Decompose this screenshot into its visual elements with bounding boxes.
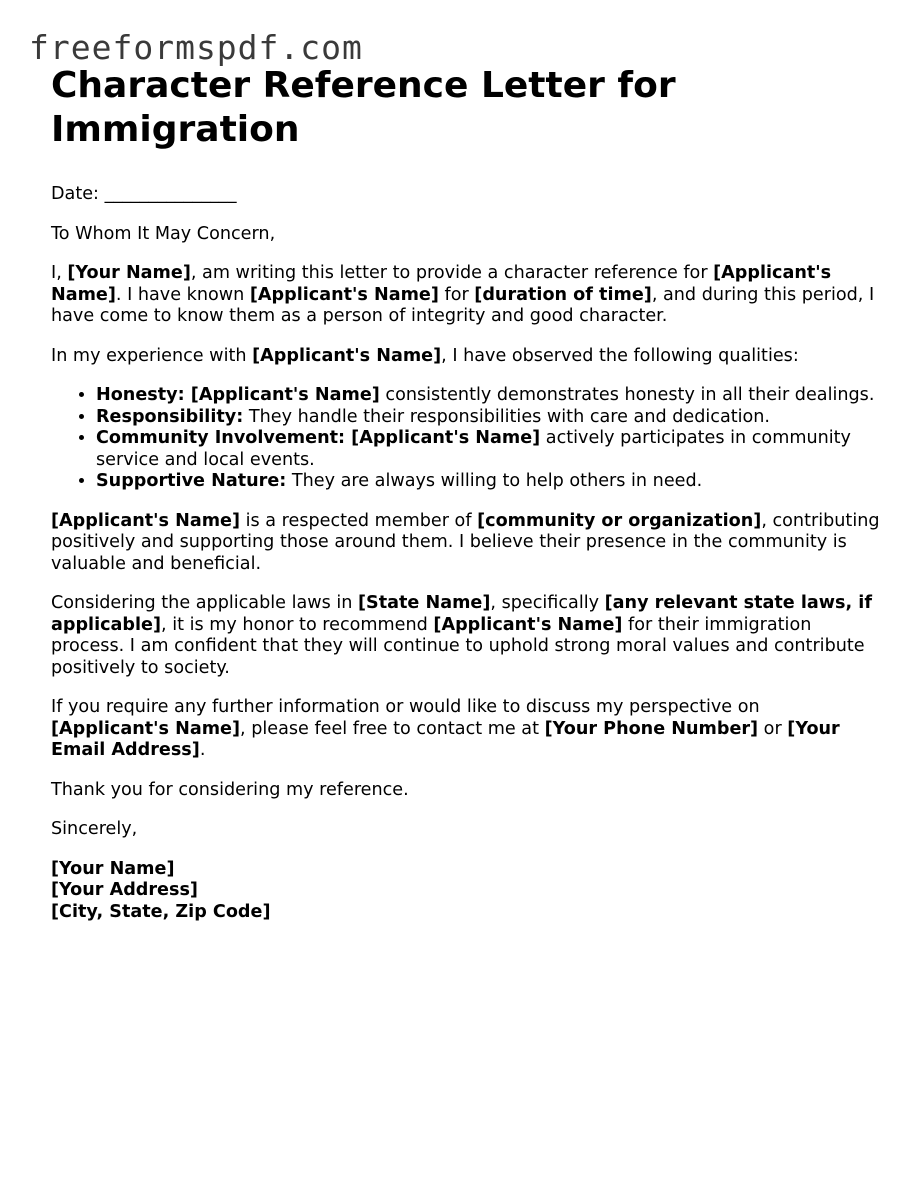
- signature-block: [51, 859, 881, 924]
- placeholder-phone: [Your Phone Number]: [544, 718, 759, 739]
- text-run: is a respected member of: [240, 510, 478, 531]
- quality-text: consistently demonstrates honesty in all their dealings.: [379, 385, 875, 405]
- text-run: or: [758, 718, 788, 739]
- text-run: . I have known: [115, 284, 250, 305]
- text-run: for: [438, 284, 475, 305]
- quality-heading: Community Involvement: [Applicant's Name]: [96, 428, 541, 448]
- signature-city: [City, State, Zip Code]: [51, 901, 271, 922]
- placeholder-your-name: [Your Name]: [67, 263, 191, 283]
- text-run: .: [199, 740, 206, 760]
- placeholder-applicant-name: [Applicant's Name]: [51, 263, 832, 305]
- watermark: freeformspdf.com: [29, 28, 363, 67]
- qualities-list: [51, 385, 881, 493]
- letter-document: [51, 64, 881, 923]
- placeholder-applicant-name: [Applicant's Name]: [51, 510, 241, 531]
- placeholder-state-name: [State Name]: [358, 593, 491, 613]
- quality-text: They are always willing to help others in need.: [286, 471, 703, 491]
- text-run: , contributing positively and supporting those around them. I believe their presence in the community is valuable and beneficial.: [51, 510, 880, 574]
- contact-paragraph: [51, 697, 881, 762]
- placeholder-applicant-name: [Applicant's Name]: [252, 345, 442, 366]
- quality-heading: Responsibility:: [96, 406, 244, 427]
- date-line: Date: _______________: [51, 184, 237, 204]
- placeholder-applicant-name: [Applicant's Name]: [51, 718, 241, 739]
- signature-address: [Your Address]: [51, 880, 198, 900]
- community-paragraph: [51, 511, 881, 576]
- text-run: , specifically: [490, 593, 605, 613]
- closing-line: Sincerely,: [51, 819, 138, 839]
- text-run: , please feel free to contact me at: [240, 718, 545, 739]
- intro-paragraph: [51, 263, 881, 328]
- text-run: for their immigration process. I am confident that they will continue to uphold strong moral values and contribute positively to society.: [51, 614, 865, 678]
- text-run: If you require any further information or would like to discuss my perspective on: [51, 697, 760, 717]
- list-item: [96, 385, 881, 407]
- text-run: I,: [51, 263, 68, 283]
- quality-heading: Honesty: [Applicant's Name]: [96, 385, 380, 405]
- page-title: Character Reference Letter for Immigration: [51, 65, 676, 150]
- placeholder-email: [Your Email Address]: [51, 718, 840, 760]
- text-run: , and during this period, I have come to know them as a person of integrity and good character.: [51, 284, 875, 326]
- text-run: Considering the applicable laws in: [51, 593, 359, 613]
- experience-paragraph: [51, 346, 881, 368]
- signature-name: [Your Name]: [51, 858, 175, 879]
- quality-heading: Supportive Nature:: [96, 471, 287, 491]
- text-run: In my experience with: [51, 345, 253, 366]
- quality-text: actively participates in community service and local events.: [96, 428, 851, 470]
- list-item: [96, 407, 881, 429]
- text-run: , I have observed the following qualities:: [441, 345, 799, 366]
- text-run: , am writing this letter to provide a character reference for: [190, 263, 714, 283]
- quality-text: They handle their responsibilities with care and dedication.: [243, 406, 771, 427]
- placeholder-applicant-name: [Applicant's Name]: [249, 284, 439, 305]
- salutation: To Whom It May Concern,: [51, 223, 276, 244]
- laws-paragraph: [51, 593, 881, 679]
- list-item: [96, 428, 881, 471]
- list-item: [96, 471, 881, 493]
- text-run: , it is my honor to recommend: [161, 614, 434, 635]
- thanks-line: Thank you for considering my reference.: [51, 779, 409, 800]
- placeholder-duration: [duration of time]: [474, 284, 652, 305]
- placeholder-state-laws: [any relevant state laws, if applicable]: [51, 593, 872, 635]
- placeholder-applicant-name: [Applicant's Name]: [433, 614, 623, 635]
- placeholder-community: [community or organization]: [477, 510, 762, 531]
